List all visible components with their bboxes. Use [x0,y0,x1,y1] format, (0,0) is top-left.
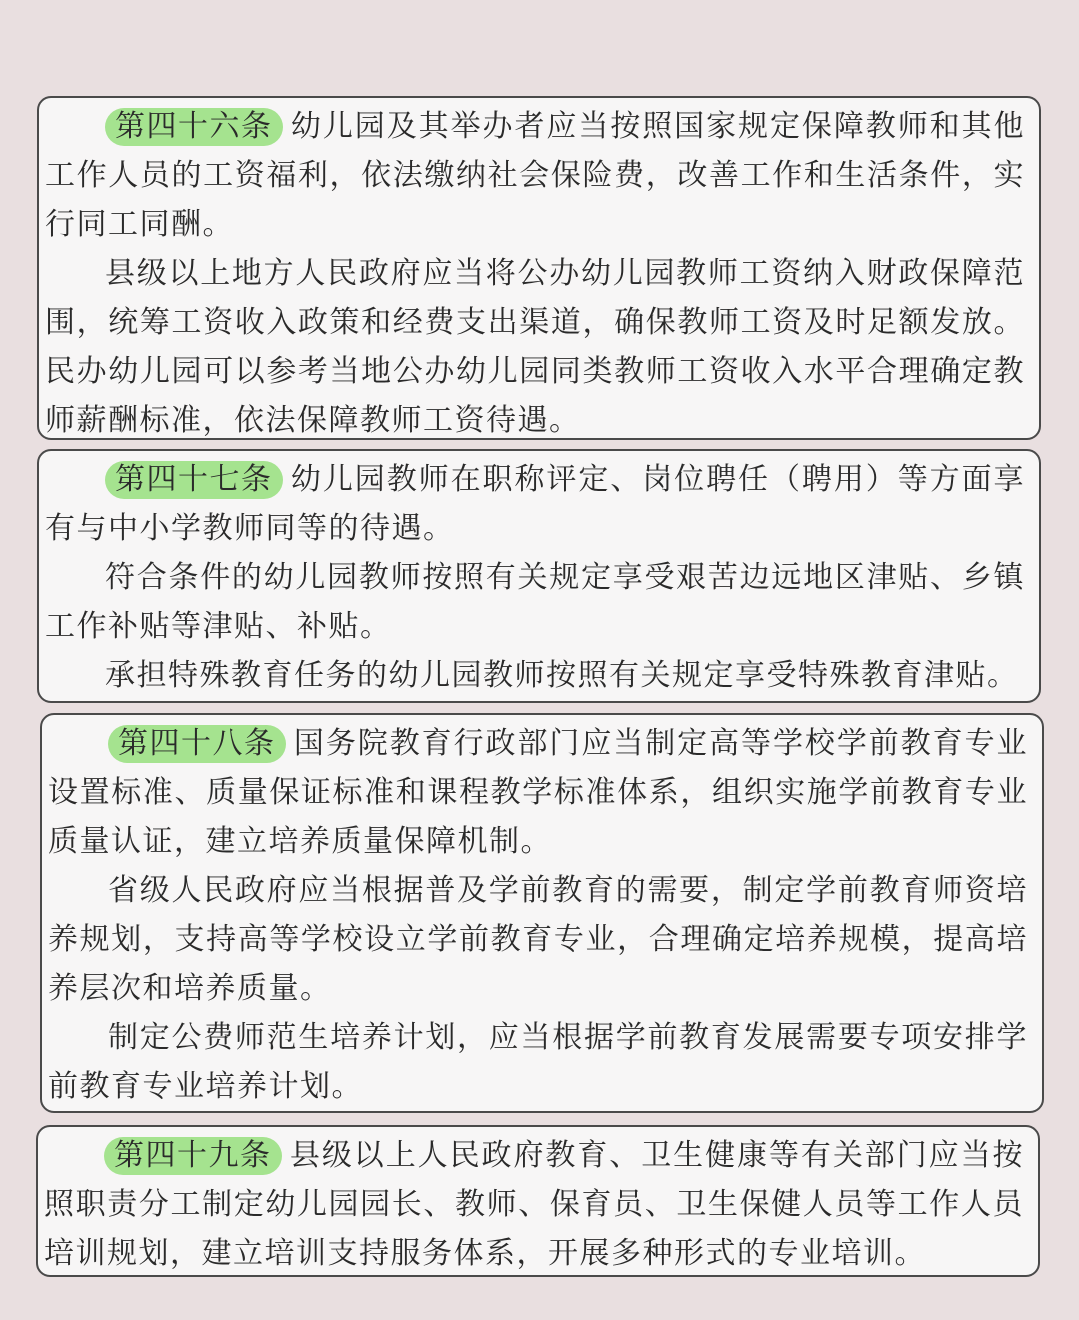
article-47-number-badge: 第四十七条 [105,461,283,499]
article-48-card [40,713,1044,1113]
article-46-paragraph-1 [45,102,1025,249]
article-48-number-badge: 第四十八条 [108,725,286,763]
article-48-paragraph-3: 制定公费师范生培养计划，应当根据学前教育发展需要专项安排学前教育专业培养计划。 [48,1020,1028,1104]
article-47-card [37,449,1041,703]
article-47-paragraph-1 [45,455,1025,553]
article-49-number-badge: 第四十九条 [104,1137,282,1175]
article-47-paragraph-2: 符合条件的幼儿园教师按照有关规定享受艰苦边远地区津贴、乡镇工作补贴等津贴、补贴。 [45,560,1025,644]
article-46-number-badge: 第四十六条 [105,108,283,146]
article-46-text-1: 幼儿园及其举办者应当按照国家规定保障教师和其他工作人员的工资福利，依法缴纳社会保险费，改善工作和生活条件，实行同工同酬。 [45,109,1025,242]
article-47-paragraph-3: 承担特殊教育任务的幼儿园教师按照有关规定享受特殊教育津贴。 [105,658,1019,693]
article-46-paragraph-2: 县级以上地方人民政府应当将公办幼儿园教师工资纳入财政保障范围，统筹工资收入政策和经费支出渠道，确保教师工资及时足额发放。民办幼儿园可以参考当地公办幼儿园同类教师工资收入水平合理确定教师薪酬标准，依法保障教师工资待遇。 [45,256,1025,438]
article-48-paragraph-1 [48,719,1028,866]
article-49-paragraph-1 [44,1131,1024,1277]
article-47-text-1: 幼儿园教师在职称评定、岗位聘任（聘用）等方面享有与中小学教师同等的待遇。 [45,462,1025,546]
article-48-paragraph-2: 省级人民政府应当根据普及学前教育的需要，制定学前教育师资培养规划，支持高等学校设立学前教育专业，合理确定培养规模，提高培养层次和培养质量。 [48,873,1028,1006]
article-49-card [36,1125,1040,1277]
article-46-card [37,96,1041,440]
article-49-text-1: 县级以上人民政府教育、卫生健康等有关部门应当按照职责分工制定幼儿园园长、教师、保育员、卫生保健人员等工作人员培训规划，建立培训支持服务体系，开展多种形式的专业培训。 [44,1138,1024,1271]
article-48-text-1: 国务院教育行政部门应当制定高等学校学前教育专业设置标准、质量保证标准和课程教学标准体系，组织实施学前教育专业质量认证，建立培养质量保障机制。 [48,726,1028,859]
